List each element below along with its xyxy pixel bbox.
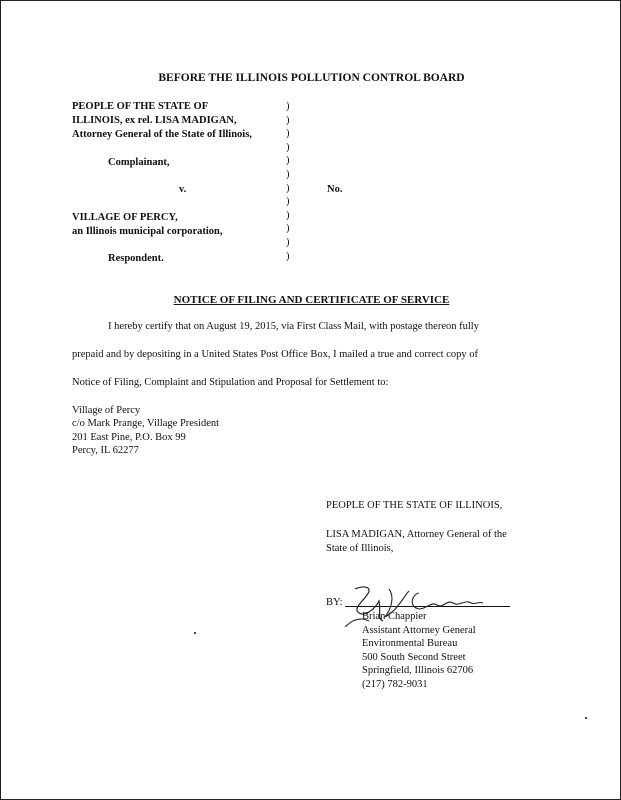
signer-phone: (217) 782-9031 <box>362 678 428 690</box>
caption-paren: ) <box>286 236 290 248</box>
by-label: BY: <box>326 597 343 608</box>
caption-parenthesis-column <box>286 100 290 263</box>
signer-city: Springfield, Illinois 62706 <box>362 665 474 677</box>
certificate-line-1: I hereby certify that on August 19, 2015, via First Class Mail, with postage thereon fully <box>108 321 479 332</box>
ag-line: State of Illinois, <box>326 542 394 554</box>
ag-line: LISA MADIGAN, Attorney General of the <box>326 529 507 540</box>
respondent-name <box>72 211 223 239</box>
caption-line: Attorney General of the State of Illinois, <box>72 129 252 140</box>
certificate-line-2: prepaid and by depositing in a United States Post Office Box, I mailed a true and correct copy of <box>72 349 478 360</box>
signer-info <box>362 610 476 692</box>
certificate-line-3: Notice of Filing, Complaint and Stipulation and Proposal for Settlement to: <box>72 377 389 388</box>
attorney-general <box>326 528 507 555</box>
signer-name: Brian Chappier <box>362 611 427 622</box>
caption-line: PEOPLE OF THE STATE OF <box>72 101 209 112</box>
party-name: PEOPLE OF THE STATE OF ILLINOIS, <box>326 500 503 511</box>
caption-paren: ) <box>286 141 290 153</box>
signer-bureau: Environmental Bureau <box>362 638 458 650</box>
notice-heading: NOTICE OF FILING AND CERTIFICATE OF SERVICE <box>173 294 450 306</box>
caption-paren: ) <box>286 182 290 194</box>
caption-line: ILLINOIS, ex rel. LISA MADIGAN, <box>72 115 237 126</box>
caption-paren: ) <box>286 223 290 235</box>
caption-paren: ) <box>286 196 290 208</box>
caption-paren: ) <box>286 250 290 262</box>
address-line: 201 East Pine, P.O. Box 99 <box>72 431 186 443</box>
caption-paren: ) <box>286 155 290 167</box>
scan-speck <box>585 717 587 719</box>
caption-line: an Illinois municipal corporation, <box>72 226 223 237</box>
respondent-role: Respondent. <box>108 253 164 264</box>
board-title: BEFORE THE ILLINOIS POLLUTION CONTROL BOARD <box>158 72 465 84</box>
scan-speck <box>194 632 196 634</box>
complainant-name <box>72 100 252 142</box>
recipient-address <box>72 404 219 458</box>
caption-paren: ) <box>286 101 290 112</box>
caption-paren: ) <box>286 114 290 126</box>
caption-paren: ) <box>286 128 290 140</box>
versus-label: v. <box>179 184 187 195</box>
caption-line: VILLAGE OF PERCY, <box>72 212 178 223</box>
complainant-role: Complainant, <box>108 157 170 168</box>
case-number-label: No. <box>327 184 343 195</box>
caption-paren: ) <box>286 168 290 180</box>
signer-street: 500 South Second Street <box>362 651 466 663</box>
caption-paren: ) <box>286 209 290 221</box>
signer-title: Assistant Attorney General <box>362 624 476 636</box>
address-line: Percy, IL 62277 <box>72 445 139 457</box>
address-line: Village of Percy <box>72 405 141 416</box>
address-line: c/o Mark Prange, Village President <box>72 418 220 430</box>
